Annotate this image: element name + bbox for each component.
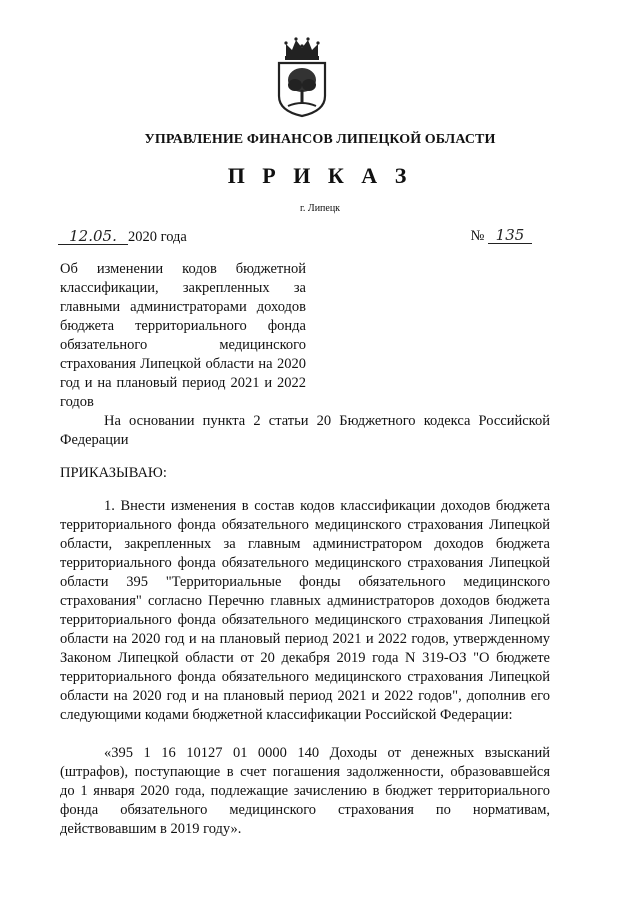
document-type-heading: П Р И К А З bbox=[227, 163, 413, 188]
number-symbol: № bbox=[470, 228, 485, 244]
document-number-line bbox=[471, 228, 532, 245]
handwritten-date: 12.05. bbox=[58, 229, 128, 245]
basis-paragraph: На основании пункта 2 статьи 20 Бюджетного кодекса Российской Федерации bbox=[60, 413, 550, 448]
quoted-code-paragraph: «395 1 16 10127 01 0000 140 Доходы от денежных взысканий (штрафов), поступающие в счет погашения задолженности, образовавшейся до 1 января 2020 года, подлежащие зачислению в бюджет территориального фонда обязательного медицинского страхования по нормативам, действовавшим в 2019 году». bbox=[60, 745, 550, 837]
handwritten-number: 135 bbox=[488, 228, 532, 244]
organization-title: УПРАВЛЕНИЕ ФИНАНСОВ ЛИПЕЦКОЙ ОБЛАСТИ bbox=[144, 132, 496, 147]
city-label: г. Липецк bbox=[299, 203, 341, 214]
document-subject: Об изменении кодов бюджетной классификации, закрепленных за главными администраторами доходов бюджета территориального фонда обязательного медицинского страхования Липецкой области на 2020 год и на плановый период 2021 и 2022 годов bbox=[60, 261, 306, 410]
order-word: ПРИКАЗЫВАЮ: bbox=[60, 465, 167, 481]
date-line bbox=[58, 229, 187, 246]
document-body bbox=[60, 412, 550, 839]
date-year: 2020 года bbox=[128, 229, 187, 245]
coat-of-arms-emblem bbox=[276, 36, 328, 118]
item-1-paragraph: 1. Внести изменения в состав кодов классификации доходов бюджета территориального фонда обязательного медицинского страхования Липецкой области, закрепленных за главным администратором доходов бюджета территориального фонда обязательного медицинского страхования Липецкой области 395 "Территориальные фонды обязательного медицинского страхования" согласно Перечню главных администраторов доходов бюджета территориального фонда обязательного медицинского страхования Липецкой области на 2020 год и на плановый период 2021 и 2022 годов, утвержденному Законом Липецкой области от 20 декабря 2019 года N 319-ОЗ "О бюджете территориального фонда обязательного медицинского страхования Липецкой области на 2020 год и на плановый период 2021 и 2022 годов", дополнив его следующими кодами бюджетной классификации Российской Федерации: bbox=[60, 498, 550, 723]
